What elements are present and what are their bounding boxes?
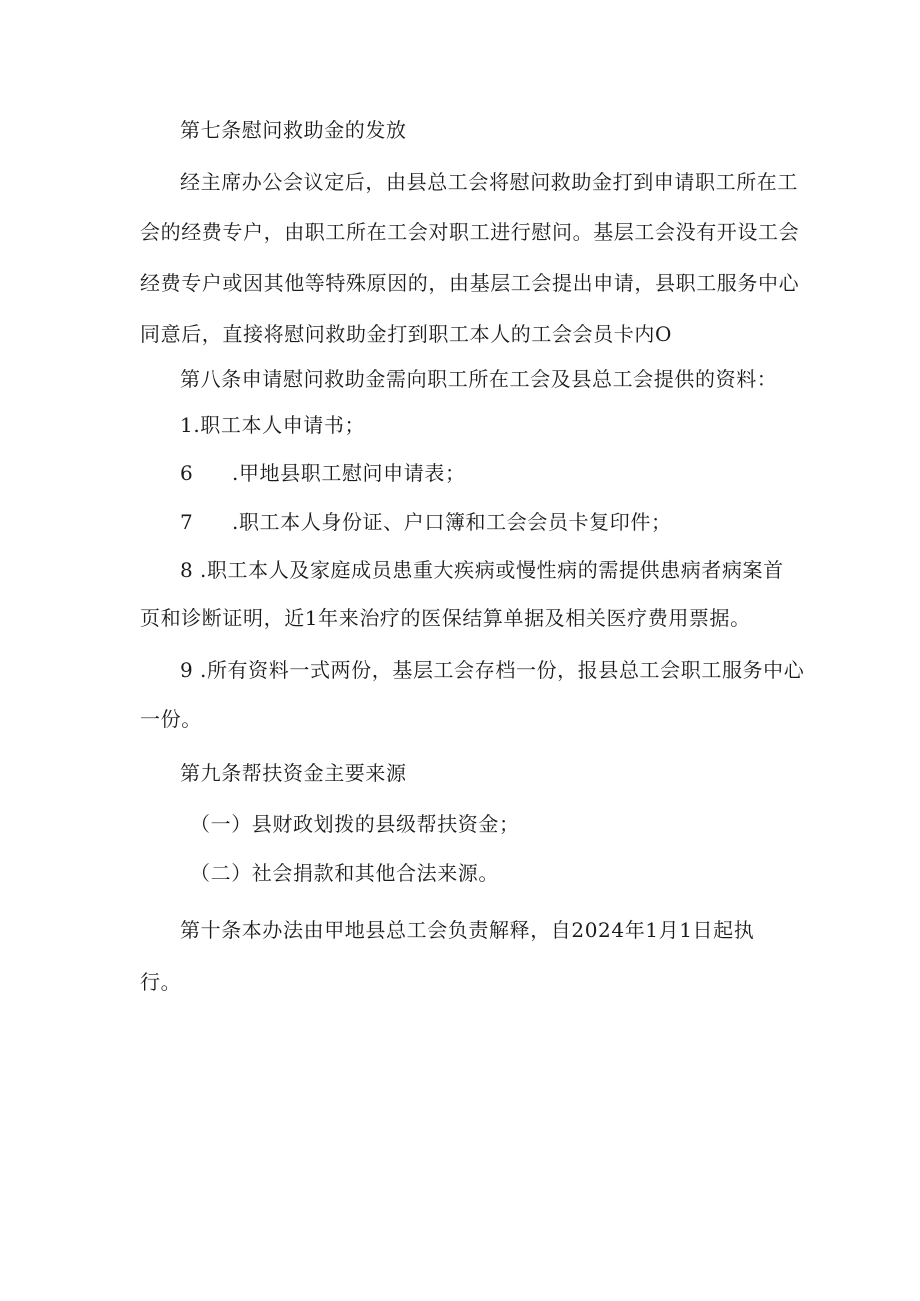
article7-line-3: 经费专户或因其他等特殊原因的，由基层工会提出申请，县职工服务中心 bbox=[140, 271, 800, 295]
article9-heading: 第九条帮扶资金主要来源 bbox=[180, 761, 407, 785]
item-number: 1. bbox=[180, 413, 201, 437]
item-number: 6 bbox=[180, 461, 194, 485]
article8-item-9-continued: 一份。 bbox=[140, 707, 202, 731]
article8-item-8-continued: 页和诊断证明，近1年来治疗的医保结算单据及相关医疗费用票据。 bbox=[140, 606, 751, 630]
article8-item-7 bbox=[180, 509, 672, 535]
article8-item-6 bbox=[180, 460, 466, 486]
item-number: 8 bbox=[180, 558, 194, 582]
article9-item-1: （一）县财政划拨的县级帮扶资金； bbox=[190, 812, 520, 836]
item-text: .所有资料一式两份，基层工会存档一份，报县总工会职工服务中心 bbox=[200, 658, 805, 682]
item-text: .职工本人身份证、户口簿和工会会员卡复印件； bbox=[232, 510, 672, 534]
article7-heading: 第七条慰问救助金的发放 bbox=[180, 118, 407, 142]
item-text: 职工本人申请书； bbox=[200, 413, 366, 437]
article10-line-2: 行。 bbox=[140, 970, 182, 994]
article7-line-2: 会的经费专户，由职工所在工会对职工进行慰问。基层工会没有开设工会 bbox=[140, 220, 800, 244]
article8-item-9 bbox=[180, 657, 804, 683]
article8-heading: 第八条申请慰问救助金需向职工所在工会及县总工会提供的资料： bbox=[180, 367, 778, 391]
item-text: .职工本人及家庭成员患重大疾病或慢性病的需提供患病者病案首 bbox=[200, 558, 784, 582]
item-text: .甲地县职工慰问申请表； bbox=[232, 461, 466, 485]
article9-item-2: （二）社会捐款和其他合法来源。 bbox=[190, 861, 499, 885]
article8-item-8 bbox=[180, 557, 784, 583]
article8-item-1 bbox=[180, 412, 365, 438]
item-number: 7 bbox=[180, 510, 194, 534]
article10-line-1: 第十条本办法由甲地县总工会负责解释，自2024年1月1日起执 bbox=[180, 918, 755, 942]
article7-line-1: 经主席办公会议定后，由县总工会将慰问救助金打到申请职工所在工 bbox=[180, 170, 798, 194]
article7-line-4: 同意后，直接将慰问救助金打到职工本人的工会会员卡内O bbox=[140, 322, 672, 346]
item-number: 9 bbox=[180, 658, 194, 682]
